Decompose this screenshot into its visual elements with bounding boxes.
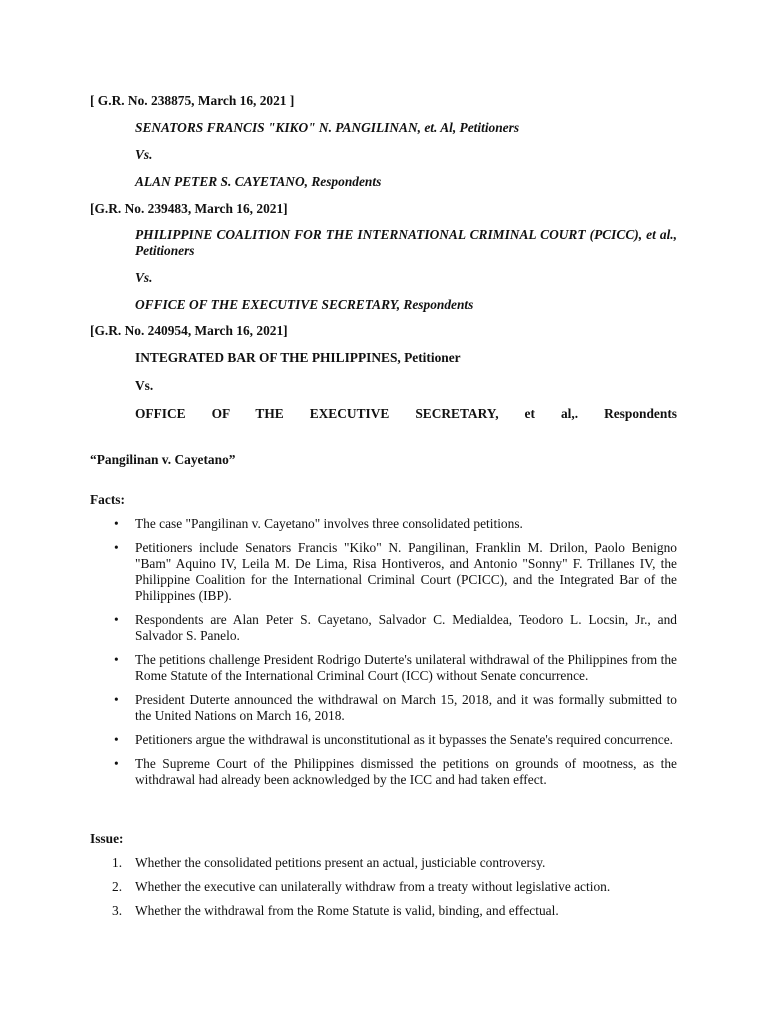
case-1-petitioners: SENATORS FRANCIS "KIKO" N. PANGILINAN, et. Al, Petitioners <box>135 120 520 135</box>
fact-item: • The case "Pangilinan v. Cayetano" involves three consolidated petitions. <box>90 516 677 532</box>
case-2-petitioners: PHILIPPINE COALITION FOR THE INTERNATIONAL CRIMINAL COURT (PCICC), et al., Petitioners <box>135 227 677 258</box>
issues-list <box>90 855 677 927</box>
issue-text: Whether the consolidated petitions present an actual, justiciable controversy. <box>135 855 546 870</box>
case-3-respondents: OFFICE OF THE EXECUTIVE SECRETARY, et al,. Respondents <box>135 406 677 421</box>
case-1-gr-number: [ G.R. No. 238875, March 16, 2021 ] <box>90 93 295 108</box>
issue-text: Whether the executive can unilaterally withdraw from a treaty without legislative action. <box>135 879 611 894</box>
facts-heading: Facts: <box>90 492 125 507</box>
fact-item: • The Supreme Court of the Philippines dismissed the petitions on grounds of mootness, as the withdrawal had already been acknowledged by the ICC and had taken effect. <box>90 756 677 788</box>
case-2-gr-number: [G.R. No. 239483, March 16, 2021] <box>90 201 288 216</box>
issue-item <box>90 903 677 919</box>
issue-item <box>90 855 677 871</box>
case-2-versus: Vs. <box>135 270 153 285</box>
issue-text: Whether the withdrawal from the Rome Statute is valid, binding, and effectual. <box>135 903 559 918</box>
case-1-versus: Vs. <box>135 147 153 162</box>
facts-list <box>90 516 677 796</box>
fact-item: • The petitions challenge President Rodrigo Duterte's unilateral withdrawal of the Philippines from the Rome Statute of the International Criminal Court (ICC) without Senate concurrence. <box>90 652 677 684</box>
case-3-petitioners: INTEGRATED BAR OF THE PHILIPPINES, Petitioner <box>135 350 461 365</box>
fact-item: • President Duterte announced the withdrawal on March 15, 2018, and it was formally submitted to the United Nations on March 16, 2018. <box>90 692 677 724</box>
issue-number: 3. <box>112 903 123 918</box>
case-2-respondents: OFFICE OF THE EXECUTIVE SECRETARY, Respondents <box>135 297 474 312</box>
fact-item: • Petitioners include Senators Francis "Kiko" N. Pangilinan, Franklin M. Drilon, Paolo Benigno "Bam" Aquino IV, Leila M. De Lima, Risa Hontiveros, and Antonio "Sonny" F. Trillanes IV, the Philippine Coalition for the International Criminal Court (PCICC), and the Integrated Bar of the Philippines (IBP). <box>90 540 677 604</box>
issue-number: 1. <box>112 855 123 870</box>
case-1-respondents: ALAN PETER S. CAYETANO, Respondents <box>135 174 382 189</box>
issue-number: 2. <box>112 879 123 894</box>
issue-item <box>90 879 677 895</box>
fact-item: • Petitioners argue the withdrawal is unconstitutional as it bypasses the Senate's required concurrence. <box>90 732 677 748</box>
fact-item: • Respondents are Alan Peter S. Cayetano, Salvador C. Medialdea, Teodoro L. Locsin, Jr., and Salvador S. Panelo. <box>90 612 677 644</box>
case-3-versus: Vs. <box>135 378 154 393</box>
case-3-gr-number: [G.R. No. 240954, March 16, 2021] <box>90 323 288 338</box>
issue-heading: Issue: <box>90 831 124 846</box>
case-short-title: “Pangilinan v. Cayetano” <box>90 452 236 467</box>
